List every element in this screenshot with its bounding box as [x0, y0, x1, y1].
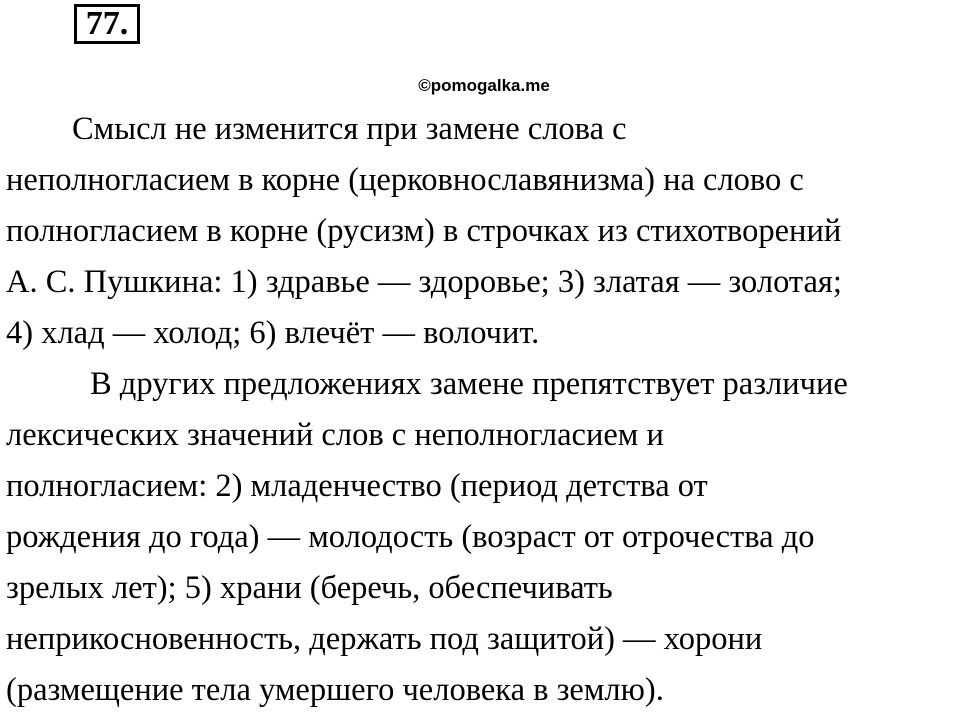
paragraph-line: Смысл не изменится при замене слова с: [72, 111, 627, 147]
paragraph-line: рождения до года) — молодость (возраст от отрочества до: [6, 519, 815, 555]
task-number-box: [74, 4, 140, 44]
watermark: ©pomogalka.me: [418, 76, 550, 95]
paragraph-1: [6, 104, 956, 359]
paragraph-line: лексических значений слов с неполногласием и: [6, 417, 664, 453]
paragraph-line: полногласием в корне (русизм) в строчках из стихотворений: [6, 213, 842, 249]
paragraph-line: 4) хлад — холод; 6) влечёт — волочит.: [6, 315, 540, 351]
paragraph-line: В других предложениях замене препятствует различие: [90, 366, 848, 402]
answer-text: [6, 104, 956, 716]
paragraph-line: А. С. Пушкина: 1) здравье — здоровье; 3) златая — золотая;: [6, 264, 842, 300]
paragraph-line: полногласием: 2) младенчество (период детства от: [6, 468, 708, 504]
paragraph-line: (размещение тела умершего человека в землю).: [6, 672, 664, 708]
paragraph-2: [6, 359, 956, 716]
paragraph-line: зрелых лет); 5) храни (беречь, обеспечивать: [6, 570, 613, 606]
paragraph-line: неполногласием в корне (церковнославянизма) на слово с: [6, 162, 804, 198]
task-number: 77.: [85, 5, 129, 42]
paragraph-line: неприкосновенность, держать под защитой) — хорони: [6, 621, 763, 657]
